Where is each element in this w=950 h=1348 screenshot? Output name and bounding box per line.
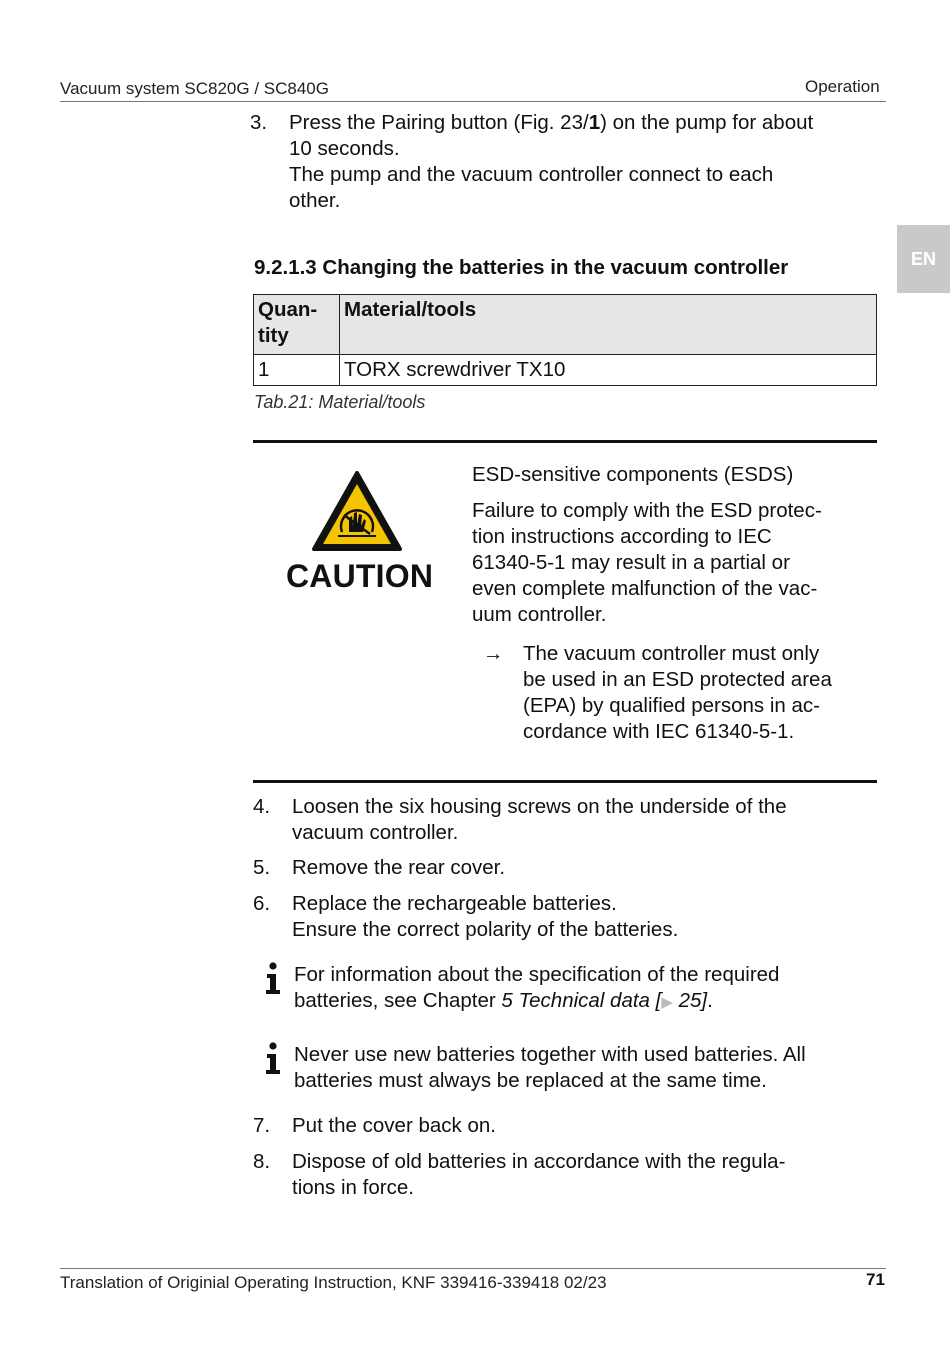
footer-text: Translation of Originial Operating Instruction, KNF 339416-339418 02/23	[60, 1273, 607, 1292]
step-3-text: Press the Pairing button (Fig. 23/1) on the pump for about 10 seconds. The pump and the vacuum controller connect to each other.	[289, 111, 814, 212]
step-number: 4.	[253, 795, 271, 818]
caution-body: Failure to comply with the ESD protec- tion instructions according to IEC 61340-5-1 may result in a partial or even complete malfunction of the vac- uum controller.	[472, 499, 822, 626]
info-icon	[262, 1042, 284, 1076]
table-caption: Tab.21: Material/tools	[254, 392, 426, 412]
step-4-text: Loosen the six housing screws on the underside of the vacuum controller.	[292, 795, 787, 844]
language-tab[interactable]: EN	[897, 225, 950, 293]
page-arrow-icon: ▶	[661, 994, 673, 1011]
table-header-material: Material/tools	[340, 295, 877, 355]
step-8-text: Dispose of old batteries in accordance with the regula- tions in force.	[292, 1150, 786, 1199]
info-note-specification: For information about the specification of the required batteries, see Chapter 5 Technical data [▶ 25].	[294, 963, 780, 1012]
caution-title: ESD-sensitive components (ESDS)	[472, 463, 794, 486]
caution-top-rule	[253, 440, 877, 443]
step-number: 6.	[253, 892, 271, 915]
header-rule	[60, 101, 886, 102]
table-header-quantity: Quan- tity	[254, 295, 340, 355]
header-section: Operation	[805, 77, 880, 96]
step-number: 8.	[253, 1150, 271, 1173]
section-heading: 9.2.1.3 Changing the batteries in the vacuum controller	[254, 256, 789, 279]
info-icon	[262, 962, 284, 996]
caution-bottom-rule	[253, 780, 877, 783]
info-note-batteries: Never use new batteries together with used batteries. All batteries must always be replaced at the same time.	[294, 1043, 806, 1092]
table-cell-material: TORX screwdriver TX10	[340, 355, 877, 386]
page-number: 71	[866, 1270, 885, 1289]
table-cell-quantity: 1	[254, 355, 340, 386]
arrow-right-icon: →	[483, 642, 504, 665]
esd-warning-icon	[311, 470, 403, 552]
header-title: Vacuum system SC820G / SC840G	[60, 79, 329, 98]
chapter-link[interactable]: 5 Technical data [▶ 25]	[501, 989, 708, 1012]
step-number: 3.	[250, 111, 268, 134]
step-number: 5.	[253, 856, 271, 879]
step-number: 7.	[253, 1114, 271, 1137]
step-6-text: Replace the rechargeable batteries. Ensure the correct polarity of the batteries.	[292, 892, 679, 941]
material-table	[253, 294, 877, 386]
step-7-text: Put the cover back on.	[292, 1114, 496, 1137]
caution-action: The vacuum controller must only be used in an ESD protected area (EPA) by qualified persons in ac- cordance with IEC 61340-5-1.	[523, 642, 832, 743]
table-row	[254, 355, 877, 386]
caution-signal-word: CAUTION	[286, 558, 434, 594]
footer-rule	[60, 1268, 886, 1269]
step-5-text: Remove the rear cover.	[292, 856, 506, 879]
